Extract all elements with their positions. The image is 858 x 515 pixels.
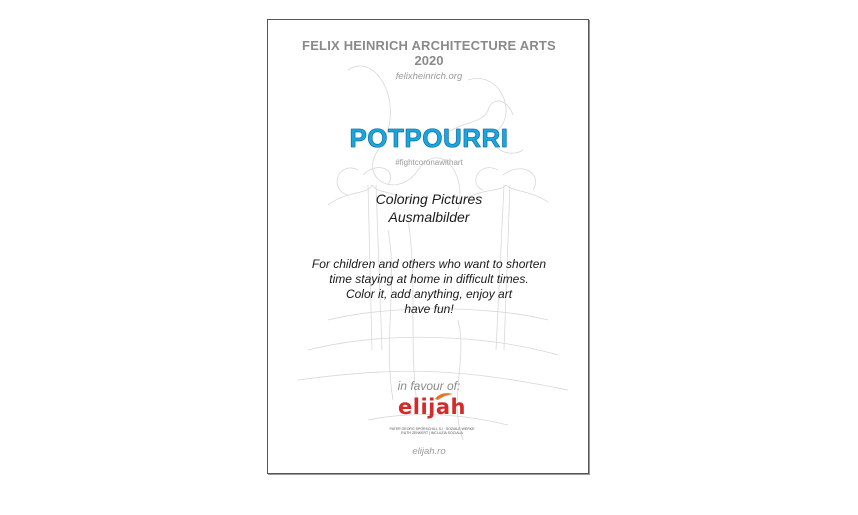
header-title: FELIX HEINRICH ARCHITECTURE ARTS xyxy=(302,38,556,53)
footer-url: elijah.ro xyxy=(412,446,446,457)
header-url: felixheinrich.org xyxy=(395,71,463,82)
logo-tagline: RUTH ZENKERT | INCLUZIA SOCIALA xyxy=(401,431,463,435)
description-line: For children and others who want to shorten xyxy=(311,257,547,271)
hashtag: #fightcoronawithart xyxy=(395,158,463,167)
description-line: Color it, add anything, enjoy art xyxy=(345,287,513,301)
elijah-logo xyxy=(388,393,476,439)
header-year: 2020 xyxy=(414,53,444,68)
logo-tagline: PATER GEORG SPORSCHILL SJ · SOZIALE WERKE xyxy=(389,427,475,431)
cover-page xyxy=(267,19,589,474)
favour-label: in favour of: xyxy=(397,379,461,393)
description-line: have fun! xyxy=(404,302,454,316)
description-line: time staying at home in difficult times. xyxy=(329,272,529,286)
subtitle-line-2: Ausmalbilder xyxy=(388,209,470,225)
subtitle-line-1: Coloring Pictures xyxy=(375,191,483,207)
main-title: POTPOURRI xyxy=(349,123,509,153)
logo-name: elijah xyxy=(398,395,466,419)
